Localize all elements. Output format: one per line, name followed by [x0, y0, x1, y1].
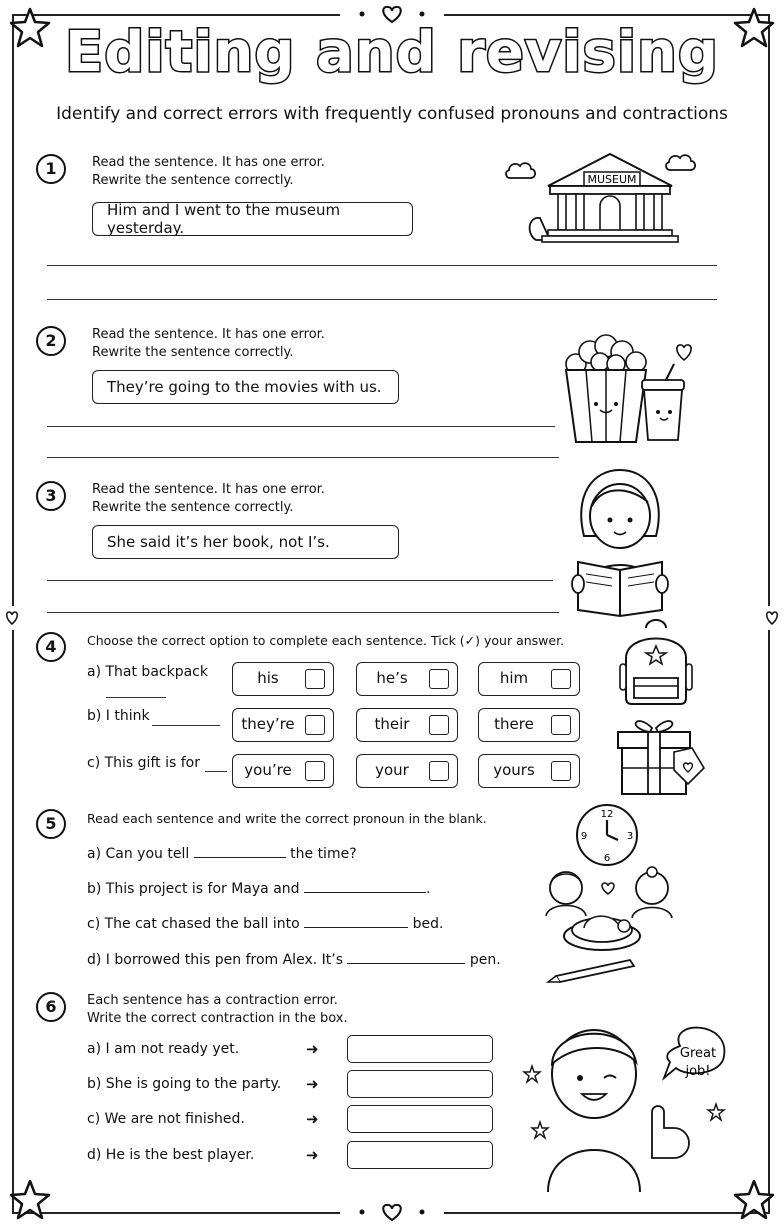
option-checkbox[interactable]: [305, 715, 325, 735]
contraction-sentence: a) I am not ready yet.: [87, 1041, 240, 1057]
option-box[interactable]: [478, 754, 580, 788]
answer-blank[interactable]: [347, 963, 465, 964]
option-box[interactable]: [478, 662, 580, 696]
sentence-box: They’re going to the movies with us.: [92, 370, 399, 404]
instruction-text: Read each sentence and write the correct pronoun in the blank.: [87, 811, 487, 826]
instruction-line: Rewrite the sentence correctly.: [92, 173, 294, 188]
option-checkbox[interactable]: [429, 669, 449, 689]
answer-box[interactable]: [347, 1035, 493, 1063]
contraction-sentence: d) He is the best player.: [87, 1147, 255, 1163]
sentence-box: She said it’s her book, not I’s.: [92, 525, 399, 559]
arrow-icon: ➜: [306, 1075, 319, 1093]
option-label: his: [257, 669, 279, 687]
contraction-sentence: b) She is going to the party.: [87, 1076, 282, 1092]
answer-blank[interactable]: [304, 927, 408, 928]
boy-thumbs-up-icon: [518, 1016, 734, 1192]
speech-bubble-line: job!: [685, 1064, 711, 1079]
option-label: you’re: [244, 761, 292, 779]
side-heart-icon: [764, 606, 780, 630]
option-label: they’re: [241, 715, 295, 733]
option-box[interactable]: [356, 662, 458, 696]
girl-reading-icon: [570, 466, 670, 614]
option-label: him: [499, 669, 529, 687]
instruction-text: [92, 154, 325, 190]
option-checkbox[interactable]: [551, 669, 571, 689]
option-checkbox[interactable]: [551, 761, 571, 781]
gift-icon: [612, 712, 708, 796]
option-box[interactable]: [356, 708, 458, 742]
writing-line[interactable]: [47, 580, 553, 581]
writing-line[interactable]: [47, 265, 717, 266]
sentence-start: c) The cat chased the ball into: [87, 916, 300, 932]
clock-number: 6: [603, 853, 611, 864]
instruction-line: Read the sentence. It has one error.: [92, 482, 325, 497]
answer-box[interactable]: [347, 1141, 493, 1169]
sentence-start: b) This project is for Maya and: [87, 881, 300, 897]
fill-sentence: [87, 881, 430, 897]
arrow-icon: ➜: [306, 1040, 319, 1058]
option-checkbox[interactable]: [551, 715, 571, 735]
popcorn-and-drink-icon: [560, 330, 700, 448]
section-number: 1: [36, 154, 66, 184]
sentence-start: d) I borrowed this pen from Alex. It’s: [87, 952, 343, 968]
instruction-line: Rewrite the sentence correctly.: [92, 500, 294, 515]
corner-star-icon: [732, 1178, 776, 1222]
corner-star-icon: [8, 1178, 52, 1222]
answer-blank[interactable]: [194, 857, 286, 858]
answer-blank[interactable]: [205, 771, 227, 772]
question-text: a) That backpack: [87, 664, 208, 680]
answer-box[interactable]: [347, 1070, 493, 1098]
option-box[interactable]: [232, 708, 334, 742]
section-number: 4: [36, 632, 66, 662]
option-label: their: [374, 715, 410, 733]
fill-sentence: [87, 916, 443, 932]
arrow-icon: ➜: [306, 1110, 319, 1128]
option-box[interactable]: [232, 662, 334, 696]
instruction-line: Rewrite the sentence correctly.: [92, 345, 294, 360]
instruction-text: Choose the correct option to complete each sentence. Tick (✓) your answer.: [87, 633, 565, 648]
writing-line[interactable]: [47, 426, 555, 427]
instruction-line: Read the sentence. It has one error.: [92, 155, 325, 170]
question-text: c) This gift is for: [87, 755, 200, 771]
section-number: 3: [36, 481, 66, 511]
sentence-end: .: [426, 881, 431, 897]
answer-box[interactable]: [347, 1105, 493, 1133]
fill-sentence: [87, 846, 357, 862]
answer-blank[interactable]: [152, 725, 220, 726]
sentence-start: a) Can you tell: [87, 846, 190, 862]
option-checkbox[interactable]: [429, 761, 449, 781]
fill-sentence: [87, 952, 501, 968]
writing-line[interactable]: [47, 457, 559, 458]
question-text: b) I think: [87, 708, 150, 724]
option-label: your: [375, 761, 409, 779]
sentence-end: the time?: [290, 846, 357, 862]
option-box[interactable]: [478, 708, 580, 742]
section-number: 5: [36, 809, 66, 839]
side-heart-icon: [4, 606, 20, 630]
instruction-line: Read the sentence. It has one error.: [92, 327, 325, 342]
instruction-text: [87, 992, 348, 1028]
option-checkbox[interactable]: [429, 715, 449, 735]
sentence-end: pen.: [469, 952, 501, 968]
option-label: yours: [493, 761, 535, 779]
clock-number: 9: [580, 831, 588, 842]
section-number: 6: [36, 992, 66, 1022]
instruction-line: Write the correct contraction in the box.: [87, 1011, 348, 1026]
writing-line[interactable]: [47, 612, 559, 613]
option-label: there: [494, 715, 534, 733]
instruction-text: [92, 326, 325, 362]
museum-icon: [500, 148, 710, 246]
clock-number: 12: [600, 809, 614, 820]
option-box[interactable]: [232, 754, 334, 788]
page-title: Editing and revising: [65, 20, 719, 85]
page-subtitle: Identify and correct errors with frequently confused pronouns and contractions: [56, 104, 728, 124]
option-box[interactable]: [356, 754, 458, 788]
sentence-box: Him and I went to the museum yesterday.: [92, 202, 413, 236]
section-number: 2: [36, 326, 66, 356]
contraction-sentence: c) We are not finished.: [87, 1111, 245, 1127]
heart-ornament-icon: [340, 1200, 444, 1224]
answer-blank[interactable]: [304, 892, 426, 893]
arrow-icon: ➜: [306, 1146, 319, 1164]
option-checkbox[interactable]: [305, 669, 325, 689]
clock-icon: [574, 802, 640, 868]
writing-line[interactable]: [47, 299, 717, 300]
sentence-end: bed.: [412, 916, 444, 932]
friends-and-cat-icon: [540, 866, 690, 990]
answer-blank[interactable]: [106, 697, 166, 698]
option-checkbox[interactable]: [305, 761, 325, 781]
option-label: he’s: [376, 669, 408, 687]
museum-sign-text: MUSEUM: [587, 173, 637, 186]
instruction-line: Each sentence has a contraction error.: [87, 993, 338, 1008]
backpack-icon: [618, 618, 694, 706]
clock-number: 3: [626, 831, 634, 842]
speech-bubble-line: Great: [679, 1046, 717, 1061]
instruction-text: [92, 481, 325, 517]
